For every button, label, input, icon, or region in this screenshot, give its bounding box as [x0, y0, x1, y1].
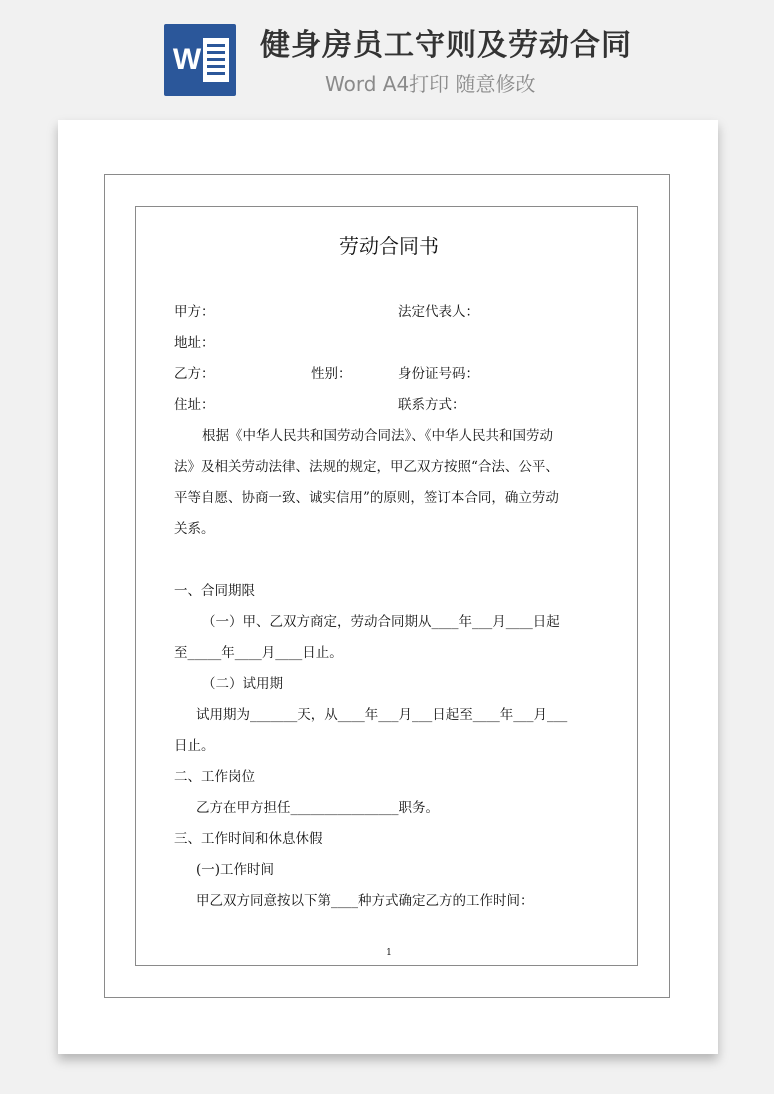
clause-probation-heading: （二）试用期 [202, 676, 283, 692]
id-number-label: 身份证号码： [398, 366, 479, 382]
gender-label: 性别： [311, 366, 352, 382]
header [0, 0, 774, 120]
page-number: 1 [386, 948, 392, 958]
preamble-line: 根据《中华人民共和国劳动合同法》、《中华人民共和国劳动 [202, 428, 553, 444]
clause-work-time-heading: (一)工作时间 [196, 862, 275, 878]
contact-label: 联系方式： [398, 397, 466, 413]
probation-line: 日止。 [174, 738, 215, 754]
preamble-line: 关系。 [174, 521, 215, 537]
contract-title: 劳动合同书 [339, 234, 439, 258]
document-page [58, 120, 718, 1054]
word-icon [164, 24, 236, 96]
position-line: 乙方在甲方担任________________职务。 [196, 800, 439, 816]
section-work-hours: 三、工作时间和休息休假 [174, 831, 323, 847]
residence-label: 住址： [174, 397, 215, 413]
word-letter: W [172, 43, 202, 76]
section-contract-term: 一、合同期限 [174, 583, 255, 599]
address-label: 地址： [174, 335, 215, 351]
doc-lines-icon [203, 38, 229, 82]
section-position: 二、工作岗位 [174, 769, 255, 785]
probation-line: 试用期为_______天，从____年___月___日起至____年___月___ [196, 707, 568, 723]
legal-rep-label: 法定代表人： [398, 304, 479, 320]
preamble-line: 平等自愿、协商一致、诚实信用”的原则，签订本合同，确立劳动 [174, 490, 559, 506]
preamble-line: 法》及相关劳动法律、法规的规定，甲乙双方按照“合法、公平、 [174, 459, 559, 475]
clause-term-line: 至_____年____月____日止。 [174, 645, 343, 661]
party-a-label: 甲方： [174, 304, 215, 320]
party-b-label: 乙方： [174, 366, 215, 382]
page-subtitle: Word A4打印 随意修改 [325, 72, 536, 96]
clause-term-line: （一）甲、乙双方商定，劳动合同期从____年___月____日起 [202, 614, 560, 630]
work-time-line: 甲乙双方同意按以下第____种方式确定乙方的工作时间： [196, 893, 534, 909]
page-title: 健身房员工守则及劳动合同 [260, 28, 632, 63]
